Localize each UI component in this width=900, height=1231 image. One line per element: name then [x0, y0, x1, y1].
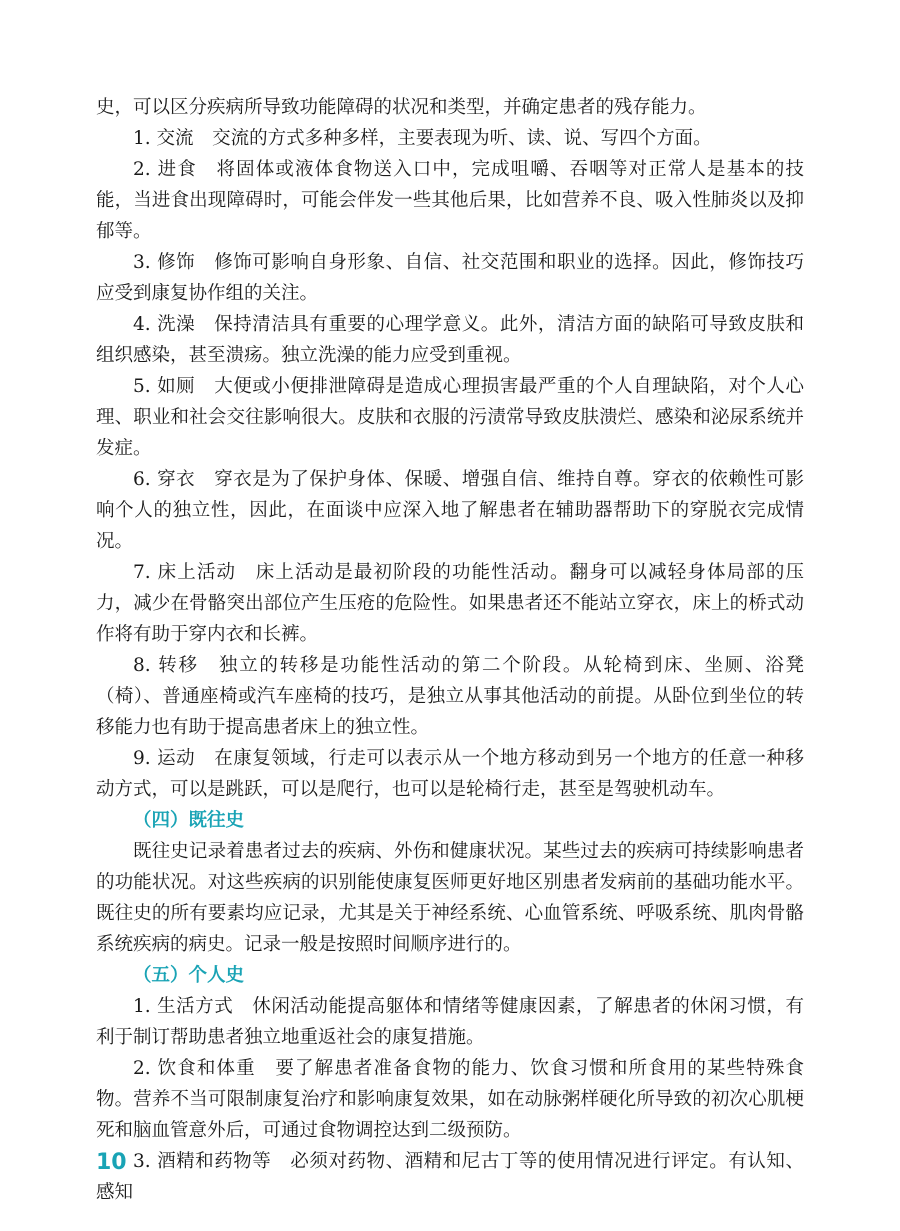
item-chuangshang	[96, 557, 804, 650]
item-text: 独立的转移是功能性活动的第二个阶段。从轮椅到床、坐厕、浴凳（椅）、普通座椅或汽车座椅的技巧，是独立从事其他活动的前提。从卧位到坐位的转移能力也有助于提高患者床上的独立性。	[96, 655, 804, 738]
item-jiaoliu	[96, 123, 804, 154]
item-lead: 1. 交流	[133, 128, 194, 149]
item-text: 必须对药物、酒精和尼古丁等的使用情况进行评定。有认知、感知	[96, 1151, 804, 1203]
item-yundong	[96, 743, 804, 805]
item-lead: 5. 如厕	[133, 376, 196, 397]
page-number: 10	[96, 1150, 127, 1175]
item-lead: 4. 洗澡	[133, 314, 196, 335]
item-xizao	[96, 309, 804, 371]
item-lead: 7. 床上活动	[133, 562, 237, 583]
item-ruce	[96, 371, 804, 464]
item-xiushi	[96, 247, 804, 309]
item-lifestyle	[96, 991, 804, 1053]
item-lead: 3. 酒精和药物等	[133, 1151, 272, 1172]
item-lead: 6. 穿衣	[133, 469, 196, 490]
item-text: 将固体或液体食物送入口中，完成咀嚼、吞咽等对正常人是基本的技能，当进食出现障碍时，可能会伴发一些其他后果，比如营养不良、吸入性肺炎以及抑郁等。	[96, 159, 804, 242]
item-text: 休闲活动能提高躯体和情绪等健康因素，了解患者的休闲习惯，有利于制订帮助患者独立地重返社会的康复措施。	[96, 996, 804, 1048]
item-alcohol	[96, 1146, 804, 1208]
item-text: 修饰可影响自身形象、自信、社交范围和职业的选择。因此，修饰技巧应受到康复协作组的关注。	[96, 252, 804, 304]
item-lead: 1. 生活方式	[133, 996, 234, 1017]
section-heading-past-history: （四）既往史	[133, 810, 245, 831]
item-text: 要了解患者准备食物的能力、饮食习惯和所食用的某些特殊食物。营养不当可限制康复治疗和影响康复效果，如在动脉粥样硬化所导致的初次心肌梗死和脑血管意外后，可通过食物调控达到二级预防。	[96, 1058, 804, 1141]
item-lead: 8. 转移	[133, 655, 199, 676]
section-heading-personal-history: （五）个人史	[133, 965, 245, 986]
item-text: 保持清洁具有重要的心理学意义。此外，清洁方面的缺陷可导致皮肤和组织感染，甚至溃疡。独立洗澡的能力应受到重视。	[96, 314, 804, 366]
continuation-paragraph: 史，可以区分疾病所导致功能障碍的状况和类型，并确定患者的残存能力。	[96, 97, 707, 118]
item-lead: 3. 修饰	[133, 252, 196, 273]
item-text: 大便或小便排泄障碍是造成心理损害最严重的个人自理缺陷，对个人心理、职业和社会交往影响很大。皮肤和衣服的污渍常导致皮肤溃烂、感染和泌尿系统并发症。	[96, 376, 804, 459]
page-body	[96, 92, 804, 1208]
item-text: 交流的方式多种多样，主要表现为听、读、说、写四个方面。	[212, 128, 712, 149]
item-jinshi	[96, 154, 804, 247]
item-text: 床上活动是最初阶段的功能性活动。翻身可以减轻身体局部的压力，减少在骨骼突出部位产生压疮的危险性。如果患者还不能站立穿衣，床上的桥式动作将有助于穿内衣和长裤。	[96, 562, 804, 645]
past-history-paragraph: 既往史记录着患者过去的疾病、外伤和健康状况。某些过去的疾病可持续影响患者的功能状况。对这些疾病的识别能使康复医师更好地区别患者发病前的基础功能水平。既往史的所有要素均应记录，尤其是关于神经系统、心血管系统、呼吸系统、肌肉骨骼系统疾病的病史。记录一般是按照时间顺序进行的。	[96, 841, 804, 955]
item-lead: 2. 进食	[133, 159, 197, 180]
item-diet	[96, 1053, 804, 1146]
item-chuanyi	[96, 464, 804, 557]
item-zhuanyi	[96, 650, 804, 743]
item-lead: 2. 饮食和体重	[133, 1058, 256, 1079]
item-text: 在康复领域，行走可以表示从一个地方移动到另一个地方的任意一种移动方式，可以是跳跃，可以是爬行，也可以是轮椅行走，甚至是驾驶机动车。	[96, 748, 804, 800]
item-text: 穿衣是为了保护身体、保暖、增强自信、维持自尊。穿衣的依赖性可影响个人的独立性，因此，在面谈中应深入地了解患者在辅助器帮助下的穿脱衣完成情况。	[96, 469, 804, 552]
item-lead: 9. 运动	[133, 748, 196, 769]
